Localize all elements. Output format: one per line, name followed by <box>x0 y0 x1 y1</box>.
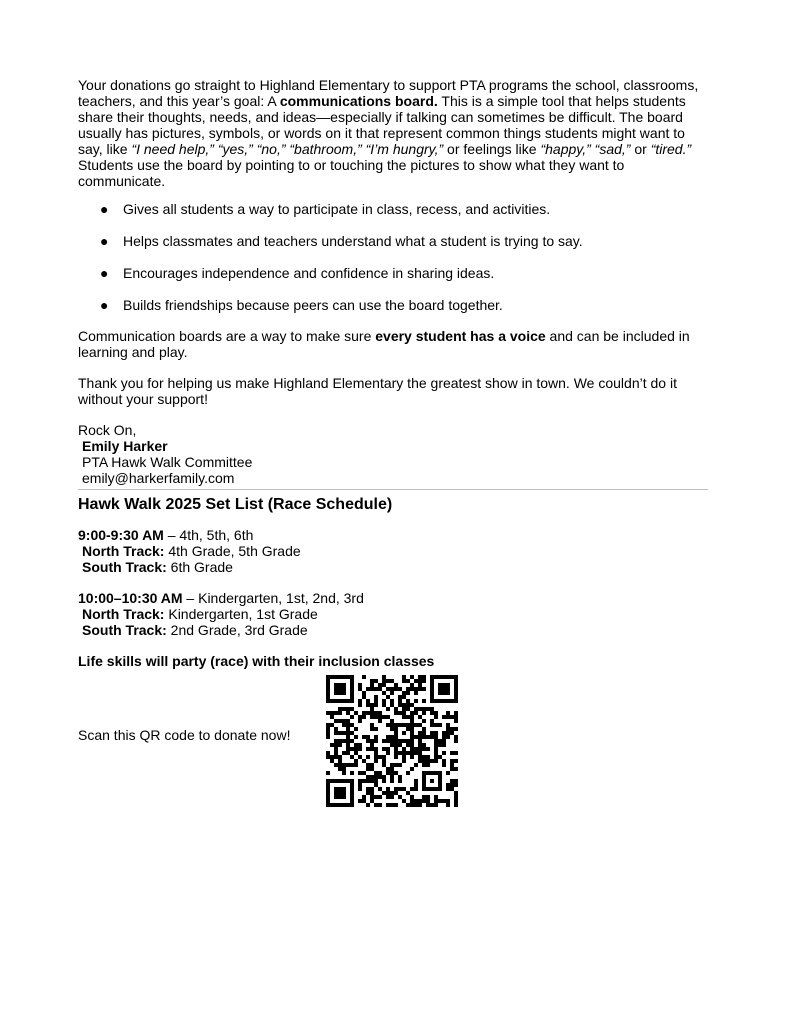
schedule-time-line: 9:00-9:30 AM – 4th, 5th, 6th <box>78 527 254 543</box>
signer-email[interactable]: emily@harkerfamily.com <box>82 470 235 486</box>
qr-code-icon[interactable] <box>326 675 458 807</box>
qr-label: Scan this QR code to donate now! <box>78 727 291 743</box>
schedule-block <box>78 590 710 638</box>
north-track-line: North Track: 4th Grade, 5th Grade <box>82 543 301 559</box>
intro-text: This is a simple tool that helps students share their thoughts, needs, and ideas—especially if talking can sometimes be difficult. The board usually has pictures, symbols, or words on it that represent common things students might want to say, like <box>78 93 686 157</box>
intro-text: or feelings like <box>443 141 541 157</box>
intro-bold: communications board. <box>279 93 438 109</box>
divider <box>78 489 708 490</box>
list-item: ● Helps classmates and teachers understand what a student is trying to say. <box>100 233 583 249</box>
list-item: ● Gives all students a way to participate in class, recess, and activities. <box>100 201 551 217</box>
voice-paragraph: Communication boards are a way to make sure every student has a voice and can be included in learning and play. <box>78 328 690 360</box>
bullet-icon: ● <box>100 297 109 313</box>
bullet-icon: ● <box>100 201 109 217</box>
schedule-heading: Hawk Walk 2025 Set List (Race Schedule) <box>78 496 393 513</box>
intro-feelings: “tired.” <box>650 141 692 157</box>
intro-paragraph <box>78 77 710 189</box>
list-item: ● Builds friendships because peers can use the board together. <box>100 297 503 313</box>
intro-text: Students use the board by pointing to or touching the pictures to show what they want to communicate. <box>78 157 625 189</box>
letter-page <box>78 77 710 810</box>
thank-you-paragraph: Thank you for helping us make Highland Elementary the greatest show in town. We couldn’t do it without your support! <box>78 375 677 407</box>
schedule-block <box>78 527 710 575</box>
qr-section <box>78 675 710 810</box>
life-skills-note: Life skills will party (race) with their inclusion classes <box>78 653 435 669</box>
intro-text: or <box>630 141 651 157</box>
bullet-icon: ● <box>100 233 109 249</box>
north-track-line: North Track: Kindergarten, 1st Grade <box>82 606 318 622</box>
benefits-list <box>78 201 710 313</box>
intro-feelings: “happy,” “sad,” <box>540 141 631 157</box>
signature-block <box>78 422 710 486</box>
south-track-line: South Track: 6th Grade <box>82 559 233 575</box>
south-track-line: South Track: 2nd Grade, 3rd Grade <box>82 622 308 638</box>
signer-name: Emily Harker <box>82 438 168 454</box>
schedule-time-line: 10:00–10:30 AM – Kindergarten, 1st, 2nd, 3rd <box>78 590 364 606</box>
intro-examples: “I need help,” “yes,” “no,” “bathroom,” “I’m hungry,” <box>131 141 444 157</box>
signer-committee: PTA Hawk Walk Committee <box>82 454 253 470</box>
list-item: ● Encourages independence and confidence in sharing ideas. <box>100 265 495 281</box>
bullet-icon: ● <box>100 265 109 281</box>
closing: Rock On, <box>78 422 137 438</box>
intro-text: Your donations go straight to Highland Elementary to support PTA programs the school, classrooms, teachers, and this year’s goal: A <box>78 77 699 109</box>
